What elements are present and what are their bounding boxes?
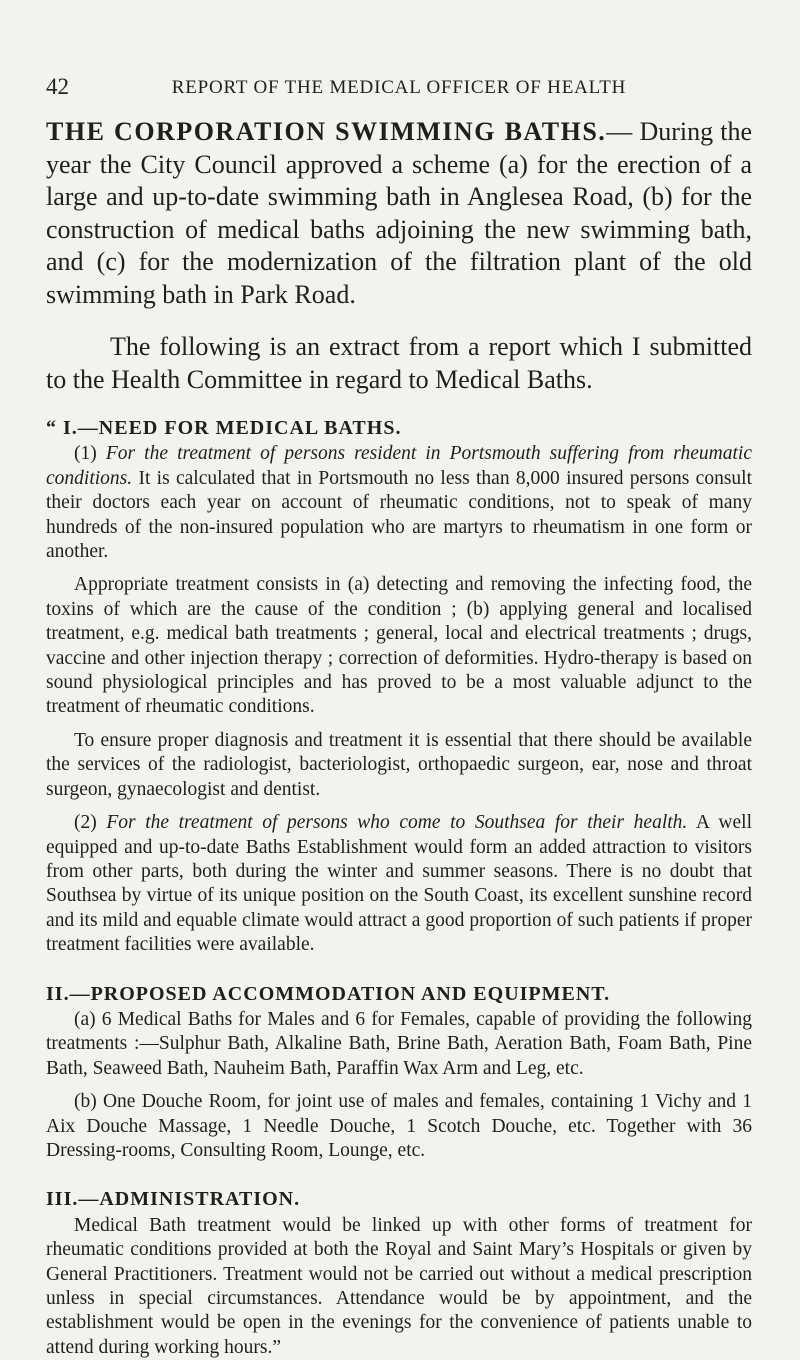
heading-dash: — — [606, 117, 633, 146]
intro-block — [46, 116, 752, 396]
section-2-paragraph-1: (a) 6 Medical Baths for Males and 6 for Females, capable of providing the following treatments :—Sulphur Bath, Alkaline Bath, Brine Bath, Aeration Bath, Foam Bath, Pine Bath, Seaweed Bath, Nauheim Bath, Paraffin Wax Arm and Leg, etc. — [46, 1008, 752, 1079]
section-heading: THE CORPORATION SWIMMING BATHS. — [46, 117, 607, 146]
running-header — [46, 74, 752, 104]
paragraph-text: A well equipped and up-to-date Baths Establishment would form an added attraction to visitors from other parts, both during the winter and summer seasons. There is no doubt that Southsea by virtue of its unique position on the South Coast, its excellent sunshine record and its mild and equable climate would attract a good proportion of such patients if proper treatment facilities were available. — [46, 812, 752, 956]
italic-lead: For the treatment of persons resident in Portsmouth suffering from rheumatic conditions. — [46, 443, 752, 489]
section-1-paragraph-4 — [46, 811, 752, 957]
section-1-heading: “ I.—NEED FOR MEDICAL BATHS. — [46, 417, 402, 439]
running-title: REPORT OF THE MEDICAL OFFICER OF HEALTH — [171, 77, 627, 98]
italic-lead: For the treatment of persons who come to Southsea for their health. — [106, 812, 688, 834]
paragraph-number: (1) — [74, 443, 97, 465]
paragraph-number: (2) — [74, 812, 97, 834]
report-extract — [46, 416, 752, 1360]
page-number: 42 — [46, 74, 69, 99]
section-3-paragraph-1: Medical Bath treatment would be linked up with other forms of treatment for rheumatic conditions provided at both the Royal and Saint Mary’s Hospitals or given by General Practitioners. Treatment would not be carried out without a medical prescription unless in special circumstances. Attendance would be by appointment, and the establishment would be open in the evenings for the convenience of patients unable to attend during working hours.” — [46, 1214, 752, 1358]
section-3-heading: III.—ADMINISTRATION. — [46, 1188, 301, 1211]
section-1-paragraph-3: To ensure proper diagnosis and treatment it is essential that there should be available the services of the radiologist, bacteriologist, orthopaedic surgeon, ear, nose and throat surgeon, gynaecologist and dentist. — [46, 729, 752, 800]
section-1-paragraph-1 — [46, 442, 752, 564]
paragraph-text: It is calculated that in Portsmouth no less than 8,000 insured persons consult their doctors each year on account of rheumatic conditions, not to speak of many hundreds of the non-insured population who are martyrs to rheumatism in one form or another. — [46, 467, 753, 563]
section-1-paragraph-2: Appropriate treatment consists in (a) detecting and removing the infecting food, the toxins of which are the cause of the condition ; (b) applying general and localised treatment, e.g. medical bath treatments ; general, local and electrical treatments ; drugs, vaccine and other injection therapy ; correction of deformities. Hydro-therapy is based on sound physiological principles and has proved to be a most valuable adjunct to the treatment of rheumatic conditions. — [46, 574, 752, 718]
extract-paragraph: The following is an extract from a report which I submitted to the Health Committee in regard to Medical Baths. — [46, 332, 752, 394]
body-text — [46, 116, 752, 1360]
intro-paragraph — [46, 116, 752, 311]
intro-text: During the year the City Council approved a scheme (a) for the erection of a large and up-to-date swimming bath in Anglesea Road, (b) for the construction of medical baths adjoining the new swimming bath, and (c) for the modernization of the filtration plant of the old swimming bath in Park Road. — [46, 117, 752, 309]
section-2-paragraph-2: (b) One Douche Room, for joint use of males and females, containing 1 Vichy and 1 Aix Douche Massage, 1 Needle Douche, 1 Scotch Douche, etc. Together with 36 Dressing-rooms, Consulting Room, Lounge, etc. — [46, 1091, 752, 1161]
section-2-heading: II.—PROPOSED ACCOMMODATION AND EQUIPMENT. — [46, 982, 611, 1005]
